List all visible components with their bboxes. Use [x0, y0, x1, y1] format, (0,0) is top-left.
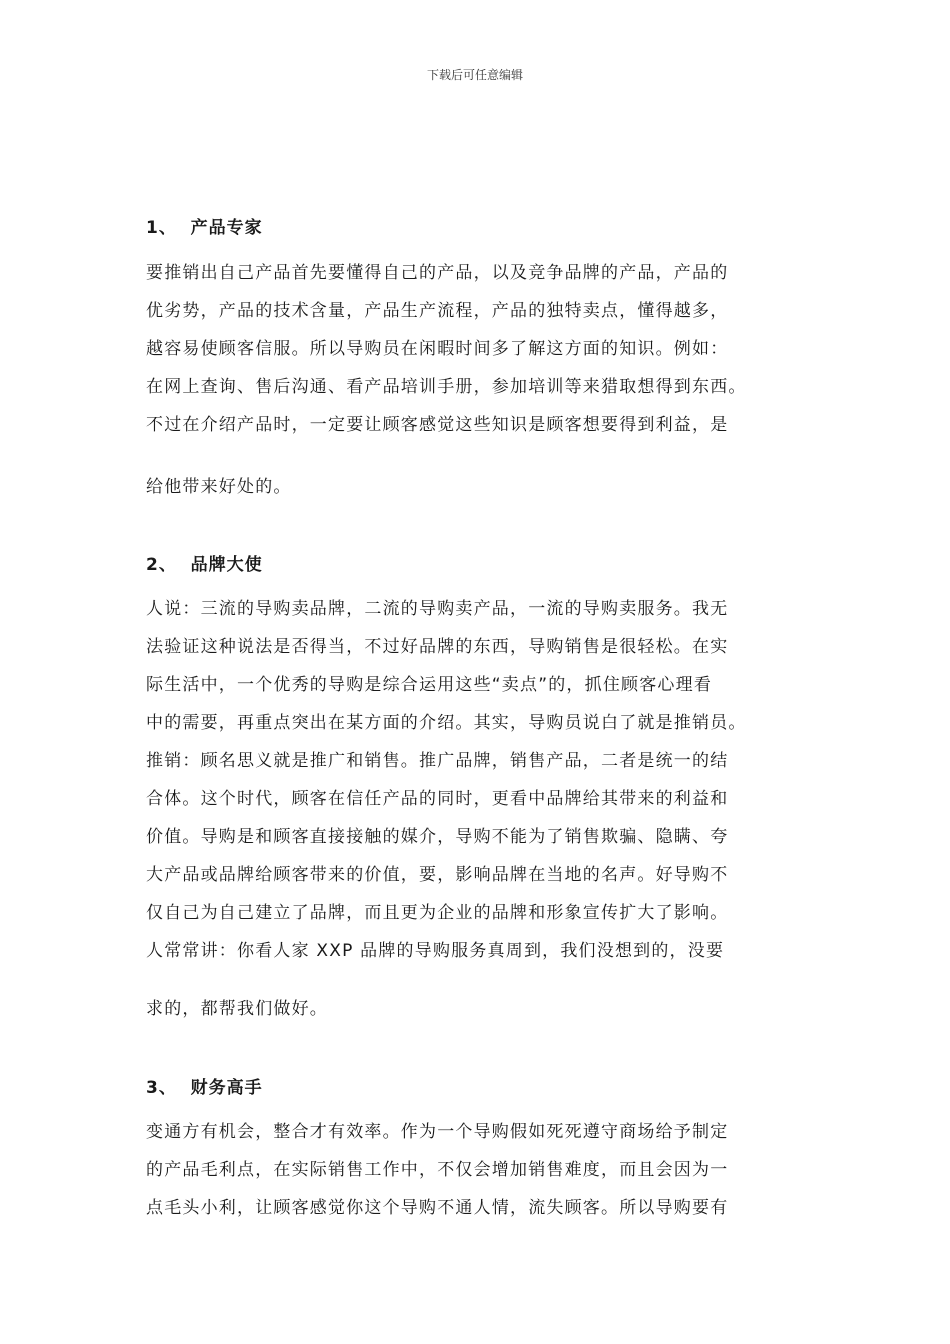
paragraph [146, 990, 328, 1028]
text-line: 变通方有机会，整合才有效率。作为一个导购假如死死遵守商场给予制定 [146, 1122, 729, 1142]
text-line: 法验证这种说法是否得当，不过好品牌的东西，导购销售是很轻松。在实 [146, 637, 729, 657]
paragraph [146, 254, 747, 444]
text-line: 要推销出自己产品首先要懂得自己的产品，以及竞争品牌的产品，产品的 [146, 263, 729, 283]
text-line: 越容易使顾客信服。所以导购员在闲暇时间多了解这方面的知识。例如： [146, 339, 729, 359]
section-title-product-expert: 1、 产品专家 [146, 218, 263, 238]
text-line: 优劣势，产品的技术含量，产品生产流程，产品的独特卖点，懂得越多， [146, 301, 729, 321]
text-line: 点毛头小利，让顾客感觉你这个导购不通人情，流失顾客。所以导购要有 [146, 1198, 729, 1218]
text-line: 的产品毛利点，在实际销售工作中，不仅会增加销售难度，而且会因为一 [146, 1160, 729, 1180]
text-line: 大产品或品牌给顾客带来的价值，要，影响品牌在当地的名声。好导购不 [146, 865, 729, 885]
page-header: 下载后可任意编辑 [426, 68, 523, 82]
text-line: 求的，都帮我们做好。 [146, 999, 328, 1019]
text-line: 给他带来好处的。 [146, 477, 292, 497]
text-line: 合体。这个时代，顾客在信任产品的同时，更看中品牌给其带来的利益和 [146, 789, 729, 809]
text-line: 际生活中，一个优秀的导购是综合运用这些“卖点”的，抓住顾客心理看 [146, 675, 713, 695]
paragraph [146, 1113, 728, 1227]
text-line: 价值。导购是和顾客直接接触的媒介，导购不能为了销售欺骗、隐瞒、夸 [146, 827, 729, 847]
paragraph [146, 590, 747, 970]
text-line: 人说：三流的导购卖品牌，二流的导购卖产品，一流的导购卖服务。我无 [146, 599, 729, 619]
text-line: 在网上查询、售后沟通、看产品培训手册，参加培训等来猎取想得到东西。 [146, 377, 747, 397]
paragraph [146, 468, 292, 506]
section-title-brand-ambassador: 2、 品牌大使 [146, 555, 263, 575]
text-line: 中的需要，再重点突出在某方面的介绍。其实，导购员说白了就是推销员。 [146, 713, 747, 733]
text-line: 不过在介绍产品时，一定要让顾客感觉这些知识是顾客想要得到利益，是 [146, 415, 729, 435]
section-title-finance-expert: 3、 财务高手 [146, 1078, 263, 1098]
text-line: 人常常讲：你看人家 XXP 品牌的导购服务真周到，我们没想到的，没要 [146, 941, 725, 961]
text-line: 仅自己为自己建立了品牌，而且更为企业的品牌和形象宣传扩大了影响。 [146, 903, 729, 923]
text-line: 推销：顾名思义就是推广和销售。推广品牌，销售产品，二者是统一的结 [146, 751, 729, 771]
